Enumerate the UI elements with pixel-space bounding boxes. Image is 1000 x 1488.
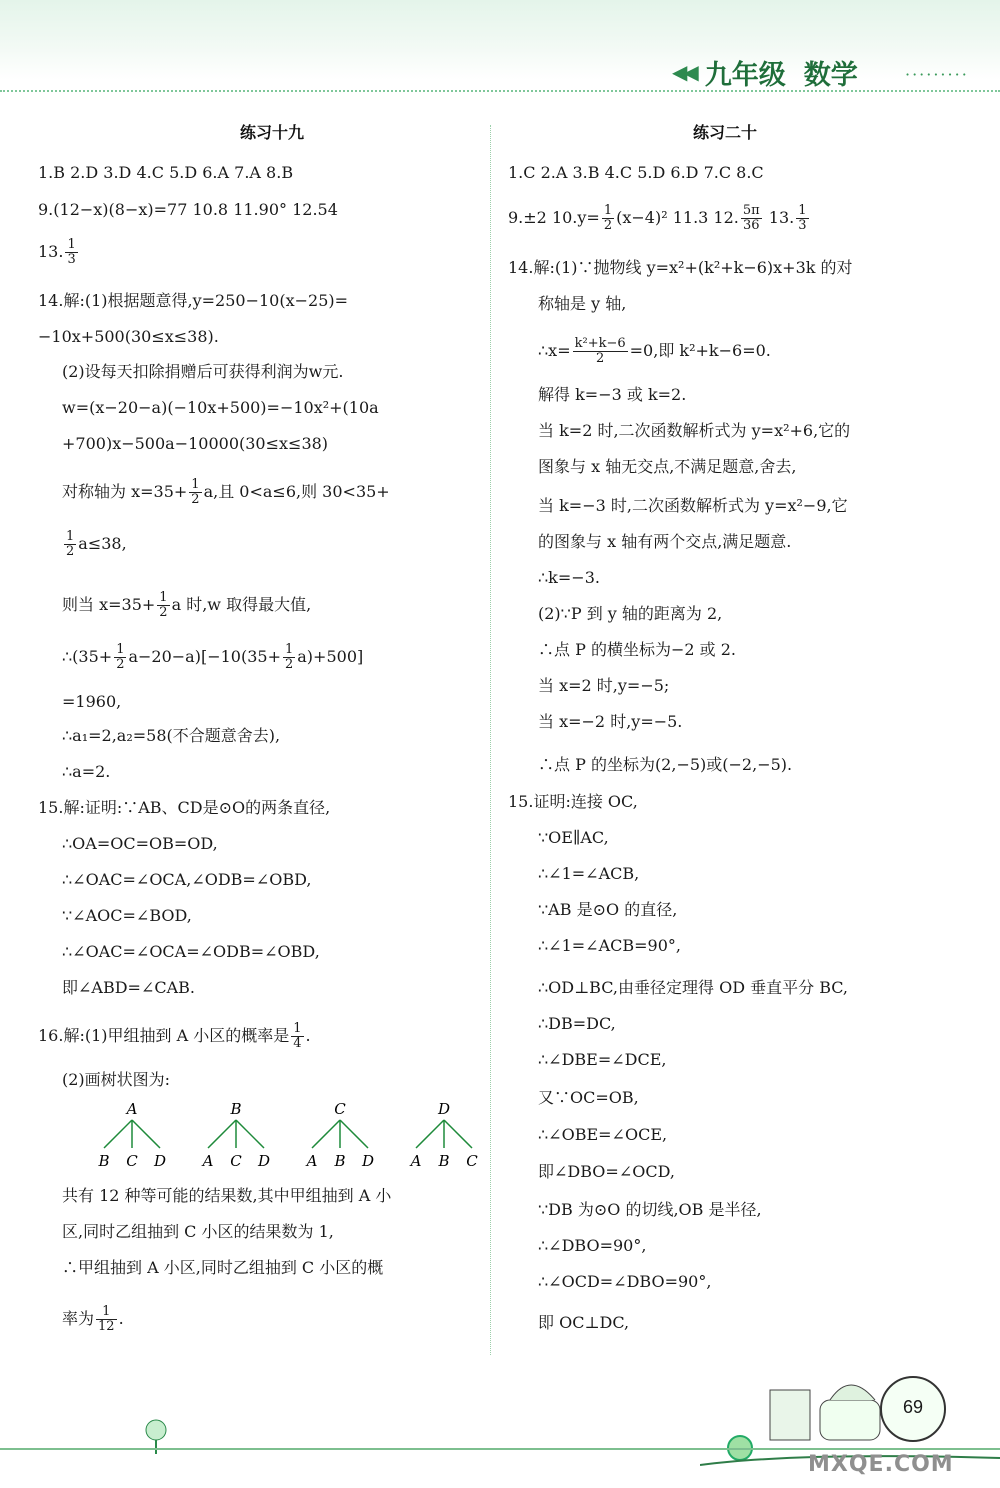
answer-line: w=(x−20−a)(−10x+500)=−10x²+(10a — [62, 398, 379, 417]
tree-leaf-label: A — [306, 1152, 318, 1170]
tree-leaf-label: B — [438, 1152, 450, 1170]
fraction-denominator: 3 — [67, 252, 76, 267]
answer-line: (2)∵P 到 y 轴的距离为 2, — [538, 604, 723, 623]
answer-line — [538, 337, 771, 366]
answer-line: ∴∠OAC=∠OCA,∠ODB=∠OBD, — [62, 870, 312, 889]
tree-svg — [92, 1100, 492, 1170]
fraction-numerator: 1 — [191, 477, 200, 492]
answer-line: 图象与 x 轴无交点,不满足题意,舍去, — [538, 457, 797, 476]
text-part: 则当 x=35+ — [62, 595, 156, 614]
fraction — [796, 204, 808, 233]
answer-line: 即∠ABD=∠CAB. — [62, 978, 196, 997]
answer-line: ∴∠OCD=∠DBO=90°, — [538, 1272, 712, 1291]
answer-line — [62, 591, 311, 620]
answer-line: ∴点 P 的坐标为(2,−5)或(−2,−5). — [538, 755, 793, 774]
answer-line: ∵OE∥AC, — [538, 828, 609, 847]
answer-line: 当 x=−2 时,y=−5. — [538, 712, 683, 731]
watermark: MXQE.COM — [808, 1452, 954, 1477]
fraction — [64, 530, 76, 559]
fraction-denominator: 2 — [116, 657, 125, 672]
tree-branch — [340, 1120, 368, 1148]
tree-leaf-label: C — [126, 1152, 138, 1170]
answer-line: (2)设每天扣除捐赠后可获得利润为w元. — [62, 362, 344, 381]
tree-branch — [312, 1120, 340, 1148]
fraction-denominator: 2 — [284, 657, 294, 672]
fraction-numerator: 1 — [116, 642, 125, 657]
fraction — [741, 204, 762, 233]
text-part: a 时,w 取得最大值, — [171, 595, 312, 614]
fraction — [114, 643, 126, 672]
text-part: 9.±2 10.y= — [508, 208, 600, 227]
answer-number: 13. — [38, 242, 64, 261]
text-part: ∴(35+ — [62, 647, 113, 666]
answer-line: 1.C 2.A 3.B 4.C 5.D 6.D 7.C 8.C — [508, 163, 764, 182]
answer-line: +700)x−500a−10000(30≤x≤38) — [62, 434, 329, 453]
answer-line — [62, 478, 390, 507]
answer-line: 15.解:证明:∵AB、CD是⊙O的两条直径, — [38, 798, 331, 817]
answer-line: −10x+500(30≤x≤38). — [38, 327, 219, 346]
text-part: a−20−a)[−10(35+ — [128, 647, 281, 666]
answer-line: 区,同时乙组抽到 C 小区的结果数为 1, — [62, 1222, 334, 1241]
fraction — [573, 337, 628, 366]
subject-label: 数学 — [803, 59, 858, 91]
plant-icon — [138, 1418, 178, 1458]
fraction-numerator: 1 — [96, 1305, 117, 1320]
fraction-numerator: 1 — [284, 642, 294, 657]
answer-line: ∴a₁=2,a₂=58(不合题意舍去), — [62, 726, 281, 745]
answer-line: 称轴是 y 轴, — [538, 294, 627, 313]
answer-line: ∴点 P 的横坐标为−2 或 2. — [538, 640, 736, 659]
answer-line: ∴∠1=∠ACB=90°, — [538, 936, 681, 955]
fraction-denominator: 2 — [191, 492, 200, 507]
answer-line: 14.解:(1)根据题意得,y=250−10(x−25)= — [38, 291, 349, 310]
tree-branch — [236, 1120, 264, 1148]
answer-line: 15.证明:连接 OC, — [508, 792, 638, 811]
answer-line: ∴OA=OC=OB=OD, — [62, 834, 218, 853]
answer-line — [62, 530, 127, 559]
text-part: ∴x= — [538, 341, 571, 360]
header-dots: ········· — [905, 65, 969, 84]
fraction-denominator: 2 — [603, 218, 613, 233]
tree-leaf-label: C — [230, 1152, 242, 1170]
answer-line: ∴∠DBO=90°, — [538, 1236, 647, 1255]
answer-line: 解得 k=−3 或 k=2. — [538, 385, 687, 404]
fraction-denominator: 12 — [98, 1319, 115, 1334]
tree-leaf-label: B — [98, 1152, 110, 1170]
exercise-20-column — [510, 118, 940, 155]
fraction — [291, 1022, 303, 1051]
answer-line: ∵DB 为⊙O 的切线,OB 是半径, — [538, 1200, 762, 1219]
answer-line: 率为 $\frac{1}{12}$ . — [62, 1304, 124, 1334]
fraction — [189, 478, 201, 507]
grade-label: 九年级 — [704, 59, 786, 91]
fraction-denominator: 2 — [595, 351, 605, 366]
fraction-denominator: 3 — [798, 218, 807, 233]
page-header — [672, 52, 858, 92]
page-number: 69 — [880, 1376, 946, 1442]
answer-line: 14.解:(1)∵抛物线 y=x²+(k²+k−6)x+3k 的对 — [508, 258, 853, 277]
text-part: a≤38, — [78, 534, 127, 553]
tree-leaf-label: A — [410, 1152, 422, 1170]
answer-line: ∵AB 是⊙O 的直径, — [538, 900, 678, 919]
tree-leaf-label: D — [153, 1152, 167, 1170]
fraction-numerator: 1 — [293, 1021, 302, 1036]
tree-root-label: C — [334, 1100, 346, 1118]
answer-line: 又∵OC=OB, — [538, 1088, 639, 1107]
section-title-20: 练习二十 — [692, 123, 757, 142]
text-part: (x−4)² 11.3 12. — [616, 208, 739, 227]
answer-line — [38, 238, 80, 267]
text-part: 对称轴为 x=35+ — [62, 482, 188, 501]
tree-leaf-label: A — [202, 1152, 214, 1170]
tree-root-label: D — [437, 1100, 451, 1118]
text-part: a)+500] — [297, 647, 364, 666]
answer-line: ∴OD⊥BC,由垂径定理得 OD 垂直平分 BC, — [538, 978, 849, 997]
answer-line: ∴∠OAC=∠OCA=∠ODB=∠OBD, — [62, 942, 320, 961]
fraction-numerator: 1 — [66, 529, 75, 544]
answer-line: 的图象与 x 轴有两个交点,满足题意. — [538, 532, 792, 551]
fraction — [157, 591, 169, 620]
tree-branch — [104, 1120, 132, 1148]
fraction-numerator: 5π — [742, 203, 760, 218]
text-part: =0,即 k²+k−6=0. — [629, 341, 771, 360]
text-part: 13. — [763, 208, 795, 227]
answer-line: 16.解:(1)甲组抽到 A 小区的概率是 $\frac{1}{4}$ . — [38, 1021, 311, 1051]
answer-line: 共有 12 种等可能的结果数,其中甲组抽到 A 小 — [62, 1186, 392, 1205]
fraction-numerator: 1 — [603, 203, 613, 218]
answer-line: ∴甲组抽到 A 小区,同时乙组抽到 C 小区的概 — [62, 1258, 384, 1277]
answer-line: ∴a=2. — [62, 762, 111, 781]
tree-branch — [132, 1120, 160, 1148]
probability-tree-diagram — [92, 1100, 492, 1170]
tree-leaf-label: B — [334, 1152, 346, 1170]
fraction — [283, 643, 295, 672]
tree-leaf-label: C — [466, 1152, 478, 1170]
answer-line: (2)画树状图为: — [62, 1070, 171, 1089]
answer-line: 当 k=2 时,二次函数解析式为 y=x²+6,它的 — [538, 421, 851, 440]
tree-root-label: A — [126, 1100, 138, 1118]
tree-leaf-label: D — [257, 1152, 271, 1170]
text-part: 16.解:(1)甲组抽到 A 小区的概率是 — [38, 1026, 290, 1045]
answer-line: =1960, — [62, 692, 122, 711]
text-part: 率为 — [62, 1309, 95, 1328]
answer-line: 当 x=2 时,y=−5; — [538, 676, 670, 695]
fraction — [96, 1305, 117, 1334]
fraction-denominator: 4 — [293, 1036, 302, 1051]
tree-branch — [444, 1120, 472, 1148]
fraction-numerator: k²+k−6 — [574, 336, 626, 351]
answer-line: ∵∠AOC=∠BOD, — [62, 906, 192, 925]
answer-line: 1.B 2.D 3.D 4.C 5.D 6.A 7.A 8.B — [38, 163, 294, 182]
answer-line: 9.(12−x)(8−x)=77 10.8 11.90° 12.54 — [38, 200, 338, 219]
answer-line — [508, 204, 811, 233]
answer-line: 即 OC⊥DC, — [538, 1313, 630, 1332]
fraction-numerator: 1 — [798, 203, 807, 218]
answer-line: ∴∠DBE=∠DCE, — [538, 1050, 667, 1069]
column-divider — [490, 125, 491, 1355]
answer-line: ∴DB=DC, — [538, 1014, 616, 1033]
fraction — [602, 204, 614, 233]
answer-line: ∴∠OBE=∠OCE, — [538, 1125, 668, 1144]
answer-line: ∴∠1=∠ACB, — [538, 864, 640, 883]
tree-branch — [416, 1120, 444, 1148]
text-part: a,且 0<a≤6,则 30<35+ — [203, 482, 390, 501]
footer-rule — [0, 1448, 1000, 1450]
fraction-numerator: 1 — [159, 590, 168, 605]
fraction-denominator: 2 — [159, 605, 168, 620]
fraction-denominator: 2 — [66, 544, 75, 559]
double-arrow-icon: ◀◀ — [672, 60, 695, 84]
fraction — [65, 238, 77, 267]
tree-branch — [208, 1120, 236, 1148]
section-title-19: 练习十九 — [239, 123, 304, 142]
answer-line: ∴k=−3. — [538, 568, 600, 587]
fraction-denominator: 36 — [743, 218, 760, 233]
answer-line: 即∠DBO=∠OCD, — [538, 1162, 675, 1181]
answer-line — [62, 643, 363, 672]
fraction-numerator: 1 — [67, 237, 76, 252]
answer-line: 当 k=−3 时,二次函数解析式为 y=x²−9,它 — [538, 496, 848, 515]
exercise-19-column — [62, 118, 482, 155]
tree-root-label: B — [230, 1100, 242, 1118]
tree-leaf-label: D — [361, 1152, 375, 1170]
